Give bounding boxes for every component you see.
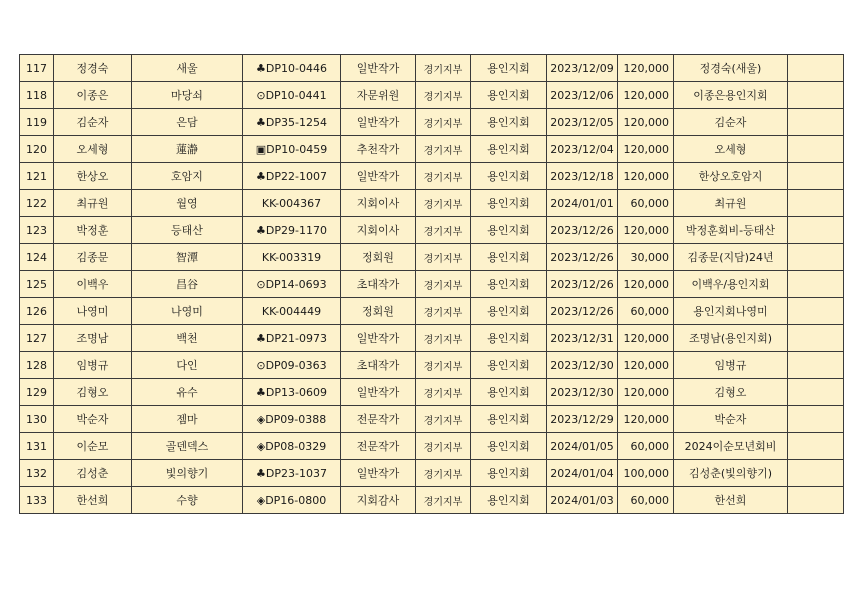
- row-number-cell: 128: [20, 352, 54, 379]
- depositor-memo-cell: 조명남(용인지회): [674, 325, 788, 352]
- pen-name-cell: 은담: [132, 109, 243, 136]
- table-row: [20, 55, 844, 82]
- member-name-cell: 이종은: [54, 82, 132, 109]
- chapter-cell: 용인지회: [471, 379, 547, 406]
- payment-date-cell: 2023/12/18: [547, 163, 618, 190]
- amount-cell: 120,000: [618, 379, 674, 406]
- member-name-cell: 김종문: [54, 244, 132, 271]
- member-name-cell: 오세형: [54, 136, 132, 163]
- row-number-cell: 124: [20, 244, 54, 271]
- member-id-cell: KK-003319: [243, 244, 341, 271]
- pen-name-cell: 빛의향기: [132, 460, 243, 487]
- depositor-memo-cell: 한선희: [674, 487, 788, 514]
- pen-name-cell: 백천: [132, 325, 243, 352]
- member-id-cell: ⊙DP09-0363: [243, 352, 341, 379]
- branch-cell: 경기지부: [416, 163, 471, 190]
- branch-cell: 경기지부: [416, 352, 471, 379]
- table-row: [20, 244, 844, 271]
- rank-cell: 추천작가: [341, 136, 416, 163]
- amount-cell: 60,000: [618, 298, 674, 325]
- depositor-memo-cell: 박정훈회비-등태산: [674, 217, 788, 244]
- table-row: [20, 325, 844, 352]
- member-id-cell: ♣DP22-1007: [243, 163, 341, 190]
- pen-name-cell: 젬마: [132, 406, 243, 433]
- member-id-cell: ♣DP13-0609: [243, 379, 341, 406]
- amount-cell: 120,000: [618, 352, 674, 379]
- payment-date-cell: 2023/12/30: [547, 379, 618, 406]
- table-row: [20, 487, 844, 514]
- member-name-cell: 조명남: [54, 325, 132, 352]
- branch-cell: 경기지부: [416, 244, 471, 271]
- row-number-cell: 127: [20, 325, 54, 352]
- amount-cell: 60,000: [618, 433, 674, 460]
- branch-cell: 경기지부: [416, 460, 471, 487]
- payment-date-cell: 2023/12/31: [547, 325, 618, 352]
- member-name-cell: 박순자: [54, 406, 132, 433]
- member-id-cell: ⊙DP10-0441: [243, 82, 341, 109]
- amount-cell: 120,000: [618, 136, 674, 163]
- table-row: [20, 136, 844, 163]
- payment-date-cell: 2023/12/09: [547, 55, 618, 82]
- chapter-cell: 용인지회: [471, 271, 547, 298]
- member-name-cell: 최규원: [54, 190, 132, 217]
- extra-cell: [788, 298, 844, 325]
- rank-cell: 일반작가: [341, 460, 416, 487]
- pen-name-cell: 수향: [132, 487, 243, 514]
- depositor-memo-cell: 이백우/용인지회: [674, 271, 788, 298]
- depositor-memo-cell: 한상오호암지: [674, 163, 788, 190]
- rank-cell: 일반작가: [341, 109, 416, 136]
- branch-cell: 경기지부: [416, 136, 471, 163]
- table-row: [20, 190, 844, 217]
- payment-date-cell: 2023/12/26: [547, 271, 618, 298]
- member-id-cell: ⊙DP14-0693: [243, 271, 341, 298]
- payment-date-cell: 2024/01/05: [547, 433, 618, 460]
- member-name-cell: 임병규: [54, 352, 132, 379]
- table-row: [20, 163, 844, 190]
- table-row: [20, 352, 844, 379]
- rank-cell: 자문위원: [341, 82, 416, 109]
- pen-name-cell: 나영미: [132, 298, 243, 325]
- branch-cell: 경기지부: [416, 55, 471, 82]
- member-fee-table: [19, 54, 844, 514]
- amount-cell: 60,000: [618, 487, 674, 514]
- member-id-cell: ♣DP10-0446: [243, 55, 341, 82]
- amount-cell: 30,000: [618, 244, 674, 271]
- member-name-cell: 나영미: [54, 298, 132, 325]
- chapter-cell: 용인지회: [471, 136, 547, 163]
- branch-cell: 경기지부: [416, 82, 471, 109]
- row-number-cell: 117: [20, 55, 54, 82]
- amount-cell: 120,000: [618, 109, 674, 136]
- extra-cell: [788, 55, 844, 82]
- member-name-cell: 김순자: [54, 109, 132, 136]
- extra-cell: [788, 82, 844, 109]
- amount-cell: 120,000: [618, 406, 674, 433]
- chapter-cell: 용인지회: [471, 217, 547, 244]
- payment-date-cell: 2023/12/04: [547, 136, 618, 163]
- chapter-cell: 용인지회: [471, 460, 547, 487]
- chapter-cell: 용인지회: [471, 406, 547, 433]
- chapter-cell: 용인지회: [471, 163, 547, 190]
- member-name-cell: 한상오: [54, 163, 132, 190]
- pen-name-cell: 호암지: [132, 163, 243, 190]
- pen-name-cell: 유수: [132, 379, 243, 406]
- depositor-memo-cell: 2024이순모년회비: [674, 433, 788, 460]
- depositor-memo-cell: 김종문(지담)24년: [674, 244, 788, 271]
- row-number-cell: 131: [20, 433, 54, 460]
- payment-date-cell: 2023/12/26: [547, 244, 618, 271]
- member-id-cell: KK-004449: [243, 298, 341, 325]
- row-number-cell: 119: [20, 109, 54, 136]
- row-number-cell: 121: [20, 163, 54, 190]
- pen-name-cell: 월영: [132, 190, 243, 217]
- rank-cell: 초대작가: [341, 352, 416, 379]
- table-row: [20, 433, 844, 460]
- amount-cell: 120,000: [618, 55, 674, 82]
- extra-cell: [788, 460, 844, 487]
- member-id-cell: ◈DP16-0800: [243, 487, 341, 514]
- chapter-cell: 용인지회: [471, 55, 547, 82]
- depositor-memo-cell: 임병규: [674, 352, 788, 379]
- extra-cell: [788, 136, 844, 163]
- member-id-cell: ♣DP29-1170: [243, 217, 341, 244]
- extra-cell: [788, 352, 844, 379]
- amount-cell: 120,000: [618, 217, 674, 244]
- pen-name-cell: 다인: [132, 352, 243, 379]
- amount-cell: 120,000: [618, 163, 674, 190]
- member-name-cell: 이순모: [54, 433, 132, 460]
- member-id-cell: ▣DP10-0459: [243, 136, 341, 163]
- table-row: [20, 298, 844, 325]
- extra-cell: [788, 487, 844, 514]
- member-name-cell: 정경숙: [54, 55, 132, 82]
- payment-date-cell: 2023/12/30: [547, 352, 618, 379]
- rank-cell: 지회이사: [341, 190, 416, 217]
- extra-cell: [788, 244, 844, 271]
- table-row: [20, 379, 844, 406]
- member-name-cell: 박정훈: [54, 217, 132, 244]
- payment-date-cell: 2023/12/06: [547, 82, 618, 109]
- branch-cell: 경기지부: [416, 217, 471, 244]
- depositor-memo-cell: 용인지회나영미: [674, 298, 788, 325]
- payment-date-cell: 2024/01/04: [547, 460, 618, 487]
- member-id-cell: ◈DP08-0329: [243, 433, 341, 460]
- chapter-cell: 용인지회: [471, 352, 547, 379]
- row-number-cell: 123: [20, 217, 54, 244]
- rank-cell: 일반작가: [341, 379, 416, 406]
- table-row: [20, 271, 844, 298]
- member-name-cell: 김형오: [54, 379, 132, 406]
- member-id-cell: ◈DP09-0388: [243, 406, 341, 433]
- branch-cell: 경기지부: [416, 271, 471, 298]
- payment-date-cell: 2023/12/26: [547, 217, 618, 244]
- amount-cell: 120,000: [618, 271, 674, 298]
- payment-date-cell: 2023/12/29: [547, 406, 618, 433]
- rank-cell: 일반작가: [341, 325, 416, 352]
- chapter-cell: 용인지회: [471, 298, 547, 325]
- pen-name-cell: 등태산: [132, 217, 243, 244]
- extra-cell: [788, 163, 844, 190]
- branch-cell: 경기지부: [416, 325, 471, 352]
- member-id-cell: KK-004367: [243, 190, 341, 217]
- extra-cell: [788, 217, 844, 244]
- depositor-memo-cell: 박순자: [674, 406, 788, 433]
- amount-cell: 60,000: [618, 190, 674, 217]
- pen-name-cell: 蓮瀞: [132, 136, 243, 163]
- chapter-cell: 용인지회: [471, 190, 547, 217]
- depositor-memo-cell: 김순자: [674, 109, 788, 136]
- member-name-cell: 이백우: [54, 271, 132, 298]
- extra-cell: [788, 325, 844, 352]
- pen-name-cell: 새울: [132, 55, 243, 82]
- payment-date-cell: 2023/12/26: [547, 298, 618, 325]
- depositor-memo-cell: 최규원: [674, 190, 788, 217]
- extra-cell: [788, 271, 844, 298]
- amount-cell: 120,000: [618, 325, 674, 352]
- row-number-cell: 130: [20, 406, 54, 433]
- extra-cell: [788, 109, 844, 136]
- pen-name-cell: 昌谷: [132, 271, 243, 298]
- row-number-cell: 133: [20, 487, 54, 514]
- member-id-cell: ♣DP23-1037: [243, 460, 341, 487]
- branch-cell: 경기지부: [416, 433, 471, 460]
- depositor-memo-cell: 오세형: [674, 136, 788, 163]
- extra-cell: [788, 379, 844, 406]
- branch-cell: 경기지부: [416, 406, 471, 433]
- table-row: [20, 82, 844, 109]
- rank-cell: 정회원: [341, 298, 416, 325]
- extra-cell: [788, 190, 844, 217]
- branch-cell: 경기지부: [416, 109, 471, 136]
- chapter-cell: 용인지회: [471, 244, 547, 271]
- member-name-cell: 한선희: [54, 487, 132, 514]
- payment-date-cell: 2023/12/05: [547, 109, 618, 136]
- table-row: [20, 217, 844, 244]
- amount-cell: 120,000: [618, 82, 674, 109]
- row-number-cell: 118: [20, 82, 54, 109]
- rank-cell: 일반작가: [341, 55, 416, 82]
- member-id-cell: ♣DP21-0973: [243, 325, 341, 352]
- table-row: [20, 406, 844, 433]
- branch-cell: 경기지부: [416, 190, 471, 217]
- row-number-cell: 132: [20, 460, 54, 487]
- rank-cell: 일반작가: [341, 163, 416, 190]
- member-name-cell: 김성춘: [54, 460, 132, 487]
- rank-cell: 초대작가: [341, 271, 416, 298]
- chapter-cell: 용인지회: [471, 487, 547, 514]
- pen-name-cell: 마당쇠: [132, 82, 243, 109]
- rank-cell: 전문작가: [341, 406, 416, 433]
- amount-cell: 100,000: [618, 460, 674, 487]
- depositor-memo-cell: 김성춘(빛의향기): [674, 460, 788, 487]
- row-number-cell: 125: [20, 271, 54, 298]
- table-row: [20, 460, 844, 487]
- branch-cell: 경기지부: [416, 379, 471, 406]
- row-number-cell: 120: [20, 136, 54, 163]
- row-number-cell: 122: [20, 190, 54, 217]
- payment-date-cell: 2024/01/01: [547, 190, 618, 217]
- row-number-cell: 129: [20, 379, 54, 406]
- rank-cell: 지회이사: [341, 217, 416, 244]
- chapter-cell: 용인지회: [471, 82, 547, 109]
- row-number-cell: 126: [20, 298, 54, 325]
- extra-cell: [788, 406, 844, 433]
- rank-cell: 전문작가: [341, 433, 416, 460]
- branch-cell: 경기지부: [416, 298, 471, 325]
- rank-cell: 지회감사: [341, 487, 416, 514]
- table-row: [20, 109, 844, 136]
- depositor-memo-cell: 이종은용인지회: [674, 82, 788, 109]
- branch-cell: 경기지부: [416, 487, 471, 514]
- pen-name-cell: 智潭: [132, 244, 243, 271]
- pen-name-cell: 골덴덱스: [132, 433, 243, 460]
- chapter-cell: 용인지회: [471, 433, 547, 460]
- chapter-cell: 용인지회: [471, 109, 547, 136]
- depositor-memo-cell: 김형오: [674, 379, 788, 406]
- payment-date-cell: 2024/01/03: [547, 487, 618, 514]
- chapter-cell: 용인지회: [471, 325, 547, 352]
- depositor-memo-cell: 정경숙(새울): [674, 55, 788, 82]
- rank-cell: 정회원: [341, 244, 416, 271]
- extra-cell: [788, 433, 844, 460]
- member-id-cell: ♣DP35-1254: [243, 109, 341, 136]
